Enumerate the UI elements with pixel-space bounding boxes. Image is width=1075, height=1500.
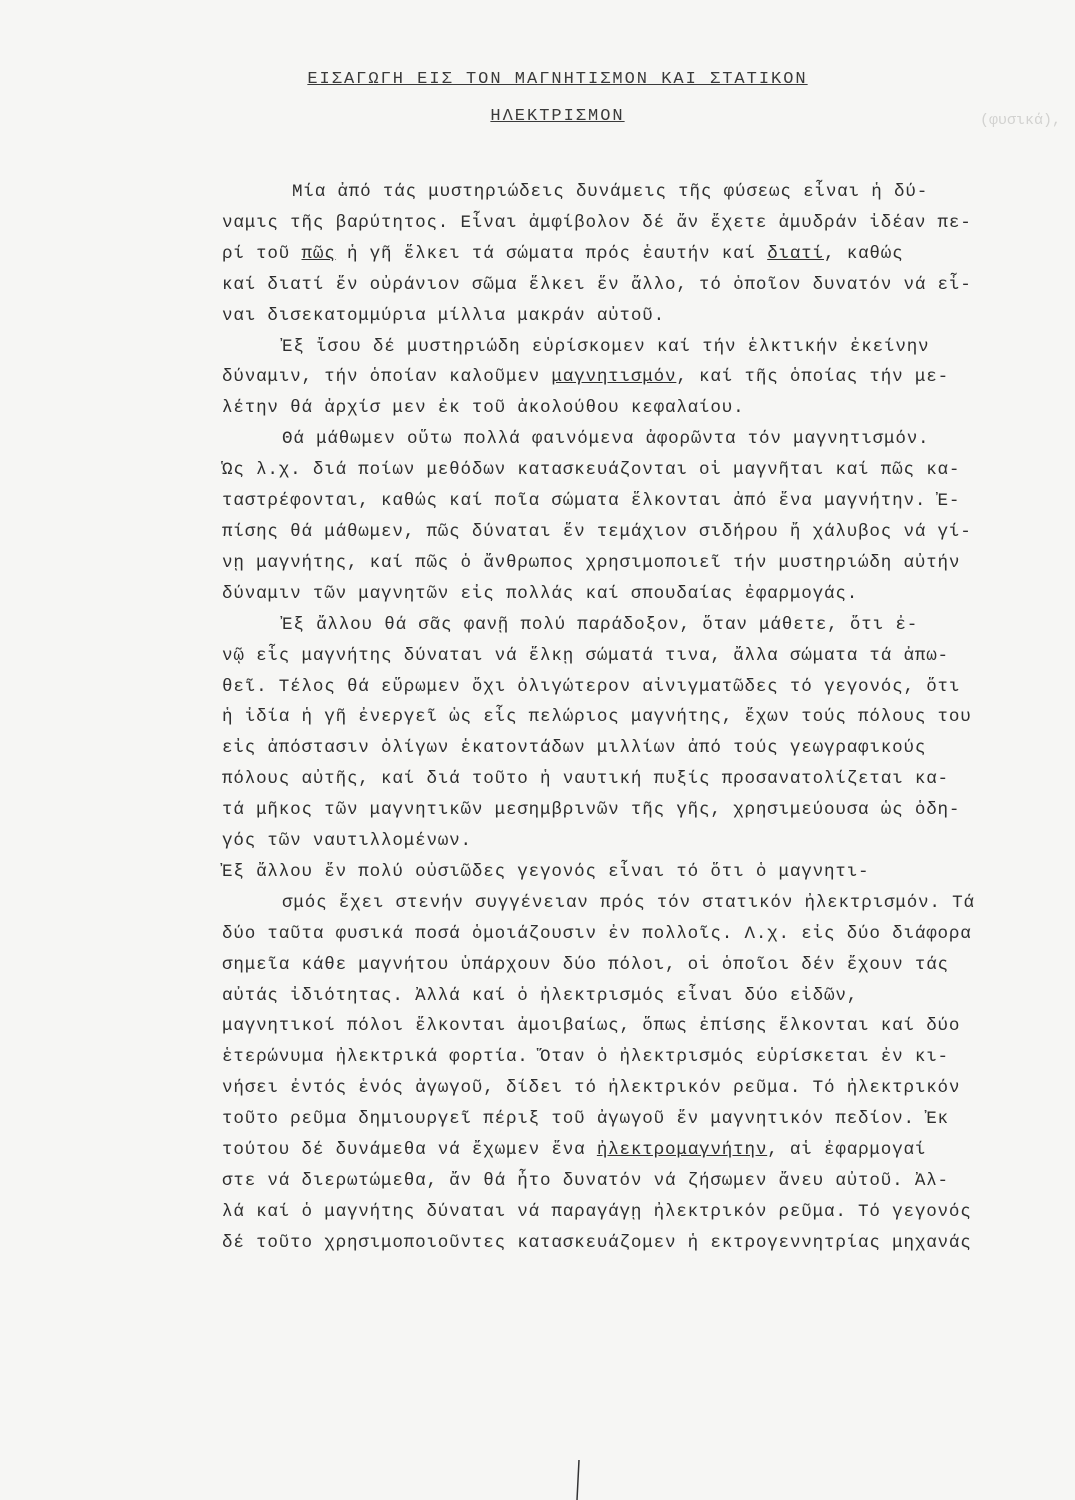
faded-bleedthrough-word: (φυσικά), [980,112,1062,129]
title-line-1: ΕΙΣΑΓΩΓΗ ΕΙΣ ΤΟΝ ΜΑΓΝΗΤΙΣΜΟΝ ΚΑΙ ΣΤΑΤΙΚΟΝ [307,70,808,89]
text-line: ἡ ἰδία ἡ γῆ ἐνεργεῖ ὡς εἷς πελώριος μαγνήτης, ἔχων τούς πόλους του [222,707,972,728]
text-line: πόλους αὐτῆς, καί διά τοῦτο ἡ ναυτική πυξίς προσανατολίζεται κα- [222,769,949,790]
text-line: πίσης θά μάθωμεν, πῶς δύναται ἕν τεμάχιον σιδήρου ἤ χάλυβος νά γί- [222,521,972,542]
text-line: νήσει ἐντός ἑνός ἀγωγοῦ, δίδει τό ἠλεκτρικόν ρεῦμα. Τό ἠλεκτρικόν [222,1078,961,1099]
text-line: εἰς ἀπόστασιν ὀλίγων ἑκατοντάδων μιλλίων ἀπό τούς γεωγραφικούς [222,738,927,759]
text-line: νῃ μαγνήτης, καί πῶς ὁ ἄνθρωπος χρησιμοποιεῖ τήν μυστηριώδη αὐτήν [222,552,961,573]
text-line: ρί τοῦ πῶς ἡ γῆ ἕλκει τά σώματα πρός ἑαυτήν καί διατί, καθώς [222,243,904,264]
text-line: τοῦτο ρεῦμα δημιουργεῖ πέριξ τοῦ ἀγωγοῦ ἕν μαγνητικόν πεδίον. Ἐκ [222,1109,949,1130]
title-line-2: ΗΛΕΚΤΡΙΣΜΟΝ [490,107,625,126]
text-line: αὐτάς ἰδιότητας. Ἀλλά καί ὁ ἠλεκτρισμός εἶναι δύο εἰδῶν, [222,985,859,1006]
text-line: δύο ταῦτα φυσικά ποσά ὁμοιάζουσιν ἐν πολλοῖς. Λ.χ. εἰς δύο διάφορα [222,923,972,944]
text-line: Ἐξ ἄλλου θά σᾶς φανῇ πολύ παράδοξον, ὅταν μάθετε, ὅτι ἐ- [282,614,919,635]
text-line: δύναμιν τῶν μαγνητῶν εἰς πολλάς καί σπουδαίας ἐφαρμογάς. [222,583,859,604]
text-line: ταστρέφονται, καθώς καί ποῖα σώματα ἕλκονται ἀπό ἕνα μαγνήτην. Ἐ- [222,491,961,512]
text-line: καί διατί ἕν οὐράνιον σῶμα ἕλκει ἕν ἄλλο, τό ὁποῖον δυνατόν νά εἶ- [222,274,972,295]
text-line: ναι δισεκατομμύρια μίλλια μακράν αὐτοῦ. [222,305,665,326]
text-line: Ὡς λ.χ. διά ποίων μεθόδων κατασκευάζονται οἱ μαγνῆται καί πῶς κα- [222,460,961,481]
text-line: τά μῆκος τῶν μαγνητικῶν μεσημβρινῶν τῆς γῆς, χρησιμεύουσα ὡς ὁδη- [222,800,961,821]
text-line: Ἐξ ἄλλου ἕν πολύ οὐσιῶδες γεγονός εἶναι τό ὅτι ὁ μαγνητι- [222,861,870,882]
text-line: δύναμιν, τήν ὁποίαν καλοῦμεν μαγνητισμόν, καί τῆς ὁποίας τήν με- [222,367,949,388]
text-line: δέ τοῦτο χρησιμοποιοῦντες κατασκευάζομεν ἡ εκτρογεννητρίας μηχανάς [222,1232,972,1253]
text-line: σμός ἔχει στενήν συγγένειαν πρός τόν στατικόν ἠλεκτρισμόν. Τά [282,892,975,913]
text-line: σημεῖα κάθε μαγνήτου ὑπάρχουν δύο πόλοι, οἱ ὁποῖοι δέν ἔχουν τάς [222,954,949,975]
text-line: Θά μάθωμεν οὕτω πολλά φαινόμενα ἀφορῶντα τόν μαγνητισμόν. [282,429,930,450]
text-line: νῷ εἷς μαγνήτης δύναται νά ἕλκῃ σώματά τινα, ἄλλα σώματα τά ἀπω- [222,645,949,666]
text-line: μαγνητικοί πόλοι ἕλκονται ἀμοιβαίως, ὅπως ἐπίσης ἕλκονται καί δύο [222,1016,961,1037]
text-line: τούτου δέ δυνάμεθα νά ἔχωμεν ἕνα ἠλεκτρομαγνήτην, αἱ ἐφαρμογαί [222,1140,927,1161]
text-line: στε νά διερωτώμεθα, ἄν θά ἦτο δυνατόν νά ζήσωμεν ἄνευ αὐτοῦ. Ἀλ- [222,1171,949,1191]
document-body [222,177,1062,1259]
text-line: λέτην θά ἀρχίσ μεν ἐκ τοῦ ἀκολούθου κεφαλαίου. [222,398,745,419]
text-line: λά καί ὁ μαγνήτης δύναται νά παραγάγῃ ἠλεκτρικόν ρεῦμα. Τό γεγονός [222,1201,972,1222]
pen-stroke-mark [575,1460,581,1500]
text-line: Ἐξ ἴσου δέ μυστηριώδη εὑρίσκομεν καί τήν ἑλκτικήν ἐκείνην [282,336,930,357]
text-line: γός τῶν ναυτιλλομένων. [222,831,472,852]
text-line: ναμις τῆς βαρύτητος. Εἶναι ἀμφίβολον δέ ἄν ἔχετε ἀμυδράν ἰδέαν πε- [222,212,972,233]
text-line: ἑτερώνυμα ἠλεκτρικά φορτία. Ὅταν ὁ ἠλεκτρισμός εὑρίσκεται ἐν κι- [222,1047,949,1068]
text-line: Μία ἀπό τάς μυστηριώδεις δυνάμεις τῆς φύσεως εἶναι ἡ δύ- [292,182,929,202]
text-line: θεῖ. Τέλος θά εὕρωμεν ὄχι ὀλιγώτερον αἰνιγματῶδες τό γεγονός, ὅτι [222,676,961,697]
